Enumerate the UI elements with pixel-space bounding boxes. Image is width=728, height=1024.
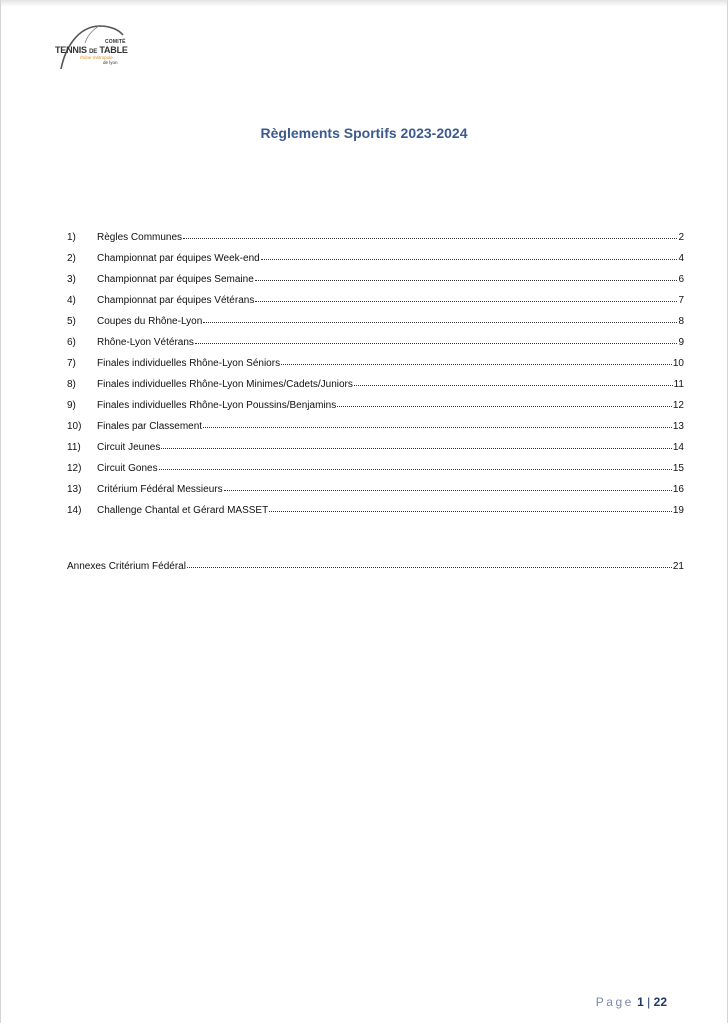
toc-entry-title: Coupes du Rhône-Lyon	[97, 316, 203, 327]
footer-separator: |	[647, 995, 651, 1009]
page-footer	[596, 995, 667, 1009]
committee-logo	[53, 23, 133, 73]
document-title: Règlements Sportifs 2023-2024	[260, 125, 468, 141]
toc-entry-title: Circuit Gones	[97, 463, 158, 474]
toc-entry[interactable]	[67, 483, 684, 504]
toc-entry[interactable]	[67, 336, 684, 357]
toc-leader-dots	[183, 230, 677, 239]
toc-entry-title: Critérium Fédéral Messieurs	[97, 484, 223, 495]
toc-entry[interactable]	[67, 420, 684, 441]
toc-entry-page: 8	[678, 316, 684, 327]
toc-leader-dots	[261, 251, 678, 260]
toc-leader-dots	[354, 377, 673, 386]
toc-entry[interactable]	[67, 357, 684, 378]
toc-entry[interactable]	[67, 462, 684, 483]
logo-subtitle-lyon: de lyon	[103, 60, 118, 65]
toc-leader-dots	[159, 461, 672, 470]
toc-entry-title: Challenge Chantal et Gérard MASSET	[97, 505, 269, 516]
toc-annex-entry[interactable]	[67, 560, 684, 581]
toc-leader-dots	[203, 314, 677, 323]
toc-leader-dots	[269, 503, 672, 512]
toc-leader-dots	[255, 272, 678, 281]
toc-entry[interactable]	[67, 273, 684, 294]
logo-tenn-text: TENN	[55, 45, 79, 55]
footer-total-pages: 22	[653, 995, 667, 1009]
footer-page-label: Page	[595, 995, 634, 1009]
toc-entry-number: 12)	[67, 463, 82, 474]
toc-entry-page: 4	[678, 253, 684, 264]
table-of-contents	[67, 231, 684, 525]
logo-subtitle-metropole: rhône métropole	[80, 55, 113, 60]
toc-entry-title: Règles Communes	[97, 232, 183, 243]
toc-entry-number: 1)	[67, 232, 76, 243]
toc-leader-dots	[337, 398, 672, 407]
logo-table-text: TABLE	[99, 45, 128, 55]
toc-entry-number: 2)	[67, 253, 76, 264]
toc-entry-number: 13)	[67, 484, 82, 495]
toc-entry[interactable]	[67, 399, 684, 420]
toc-leader-dots	[203, 419, 672, 428]
logo-main-text	[55, 45, 128, 55]
toc-entry[interactable]	[67, 378, 684, 399]
toc-entry-page: 13	[672, 421, 684, 432]
toc-entry-page: 7	[678, 295, 684, 306]
toc-entry-page: 14	[672, 442, 684, 453]
toc-entry-number: 9)	[67, 400, 76, 411]
toc-entry-page: 11	[673, 379, 684, 390]
toc-entry-title: Finales par Classement	[97, 421, 203, 432]
toc-entry-title: Finales individuelles Rhône-Lyon Poussins/Benjamins	[97, 400, 337, 411]
toc-entry-title: Rhône-Lyon Vétérans	[97, 337, 194, 348]
toc-leader-dots	[224, 482, 672, 491]
toc-entry-page: 19	[672, 505, 684, 516]
toc-entry-page: 6	[678, 274, 684, 285]
toc-entry-number: 8)	[67, 379, 76, 390]
toc-entry-page: 15	[672, 463, 684, 474]
toc-entry-page: 12	[672, 400, 684, 411]
toc-entry-number: 14)	[67, 505, 82, 516]
toc-leader-dots	[161, 440, 672, 449]
toc-entry-title: Championnat par équipes Vétérans	[97, 295, 255, 306]
toc-entry-number: 11)	[67, 442, 81, 453]
toc-entry[interactable]	[67, 231, 684, 252]
toc-entry[interactable]	[67, 441, 684, 462]
toc-entry-number: 3)	[67, 274, 76, 285]
toc-entry-page: 2	[678, 232, 684, 243]
toc-entry-number: 4)	[67, 295, 76, 306]
page-top-shadow	[1, 1, 727, 7]
toc-leader-dots	[255, 293, 677, 302]
toc-entry-page: 10	[672, 358, 684, 369]
toc-entry-number: 5)	[67, 316, 76, 327]
toc-entry-title: Championnat par équipes Semaine	[97, 274, 254, 285]
logo-is-text: IS	[78, 45, 87, 55]
toc-entry[interactable]	[67, 252, 684, 273]
toc-entry-title: Circuit Jeunes	[97, 442, 161, 453]
toc-leader-dots	[281, 356, 672, 365]
toc-annex-title: Annexes Critérium Fédéral	[67, 561, 186, 572]
toc-entry-title: Championnat par équipes Week-end	[97, 253, 260, 264]
toc-leader-dots	[187, 559, 672, 568]
toc-entry-page: 16	[672, 484, 684, 495]
toc-entry-number: 7)	[67, 358, 76, 369]
toc-entry-number: 10)	[67, 421, 82, 432]
toc-entry-title: Finales individuelles Rhône-Lyon Séniors	[97, 358, 281, 369]
toc-entry[interactable]	[67, 294, 684, 315]
footer-current-page: 1	[637, 995, 644, 1009]
toc-entry-number: 6)	[67, 337, 76, 348]
toc-entry[interactable]	[67, 504, 684, 525]
toc-entry-page: 9	[678, 337, 684, 348]
toc-entry-title: Finales individuelles Rhône-Lyon Minimes/Cadets/Juniors	[97, 379, 353, 390]
toc-annex-page: 21	[672, 561, 684, 572]
toc-entry[interactable]	[67, 315, 684, 336]
logo-de-text: DE	[89, 49, 98, 55]
toc-leader-dots	[195, 335, 678, 344]
logo-comite-text: COMITÉ	[105, 39, 126, 45]
